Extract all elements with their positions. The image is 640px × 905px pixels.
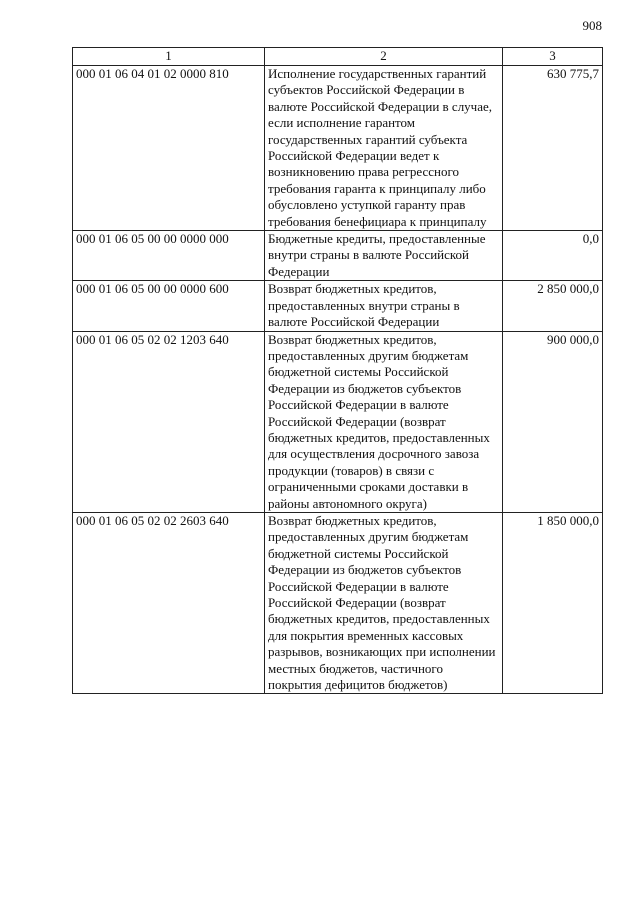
column-header-3: 3 xyxy=(503,48,603,66)
budget-code: 000 01 06 04 01 02 0000 810 xyxy=(73,66,265,231)
row-amount: 1 850 000,0 xyxy=(503,512,603,693)
budget-code: 000 01 06 05 00 00 0000 600 xyxy=(73,281,265,331)
row-amount: 0,0 xyxy=(503,231,603,281)
table-row xyxy=(73,66,603,231)
row-description: Возврат бюджетных кредитов, предоставленных внутри страны в валюте Российской Федерации xyxy=(265,281,503,331)
row-amount: 2 850 000,0 xyxy=(503,281,603,331)
table-row xyxy=(73,331,603,512)
row-amount: 900 000,0 xyxy=(503,331,603,512)
table-row xyxy=(73,512,603,693)
budget-code: 000 01 06 05 02 02 1203 640 xyxy=(73,331,265,512)
table-row xyxy=(73,281,603,331)
budget-code: 000 01 06 05 02 02 2603 640 xyxy=(73,512,265,693)
page-number: 908 xyxy=(582,18,602,33)
table-row xyxy=(73,231,603,281)
column-header-2: 2 xyxy=(265,48,503,66)
row-description: Исполнение государственных гарантий субъектов Российской Федерации в валюте Российской Федерации в случае, если исполнение гарантом государственных гарантий субъекта Российской Федерации ведет к возникновению права регрессного требования гаранта к принципалу либо обусловлено уступкой гаранту прав требования бенефициара к принципалу xyxy=(265,66,503,231)
column-header-1: 1 xyxy=(73,48,265,66)
row-amount: 630 775,7 xyxy=(503,66,603,231)
row-description: Возврат бюджетных кредитов, предоставленных другим бюджетам бюджетной системы Российской Федерации из бюджетов субъектов Российской Федерации в валюте Российской Федерации (возврат бюджетных кредитов, предоставленных для покрытия временных кассовых разрывов, возникающих при исполнении местных бюджетов, частичного покрытия дефицитов бюджетов) xyxy=(265,512,503,693)
row-description: Возврат бюджетных кредитов, предоставленных другим бюджетам бюджетной системы Российской Федерации из бюджетов субъектов Российской Федерации в валюте Российской Федерации (возврат бюджетных кредитов, предоставленных для осуществления досрочного завоза продукции (товаров) в связи с ограниченными сроками доставки в районы автономного округа) xyxy=(265,331,503,512)
budget-table xyxy=(72,47,603,694)
table-header-row xyxy=(73,48,603,66)
budget-code: 000 01 06 05 00 00 0000 000 xyxy=(73,231,265,281)
row-description: Бюджетные кредиты, предоставленные внутри страны в валюте Российской Федерации xyxy=(265,231,503,281)
